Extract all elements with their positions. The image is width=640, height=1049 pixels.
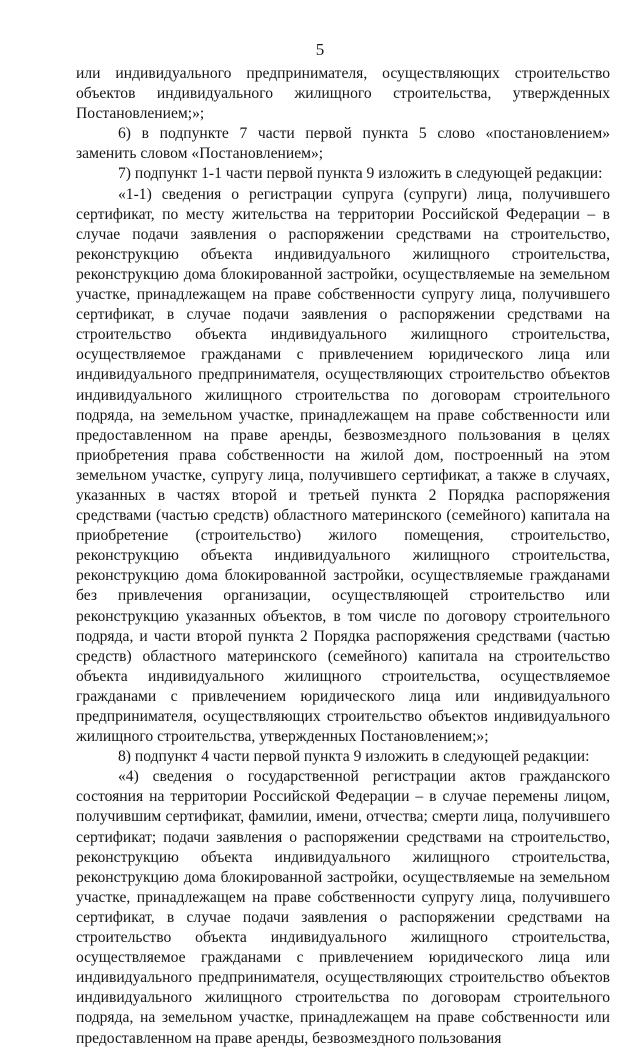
document-body: [76, 64, 610, 1049]
paragraph-item-8: 8) подпункт 4 части первой пункта 9 изложить в следующей редакции:: [118, 748, 590, 766]
paragraph-subitem-1-1-text: «1-1) сведения о регистрации супруга (супруги) лица, получившего сертификат, по месту жительства на территории Российской Федерации – в случае подачи заявления о распоряжении средствами на строительство, реконструкцию объекта индивидуального жилищного строительства, реконструкцию дома блокированной застройки, осуществляемые на земельном участке, принадлежащем на праве собственности супругу лица, получившего сертификат, в случае подачи заявления о распоряжении средствами на строительство объекта индивидуального жилищного строительства, осуществляемое гражданами с привлечением юридического лица или индивидуального предпринимателя, осуществляющих строительство объектов индивидуального жилищного строительства по договорам строительного подряда, на земельном участке, принадлежащем на праве собственности или предоставленном на праве аренды, безвозмездного пользования в целях приобретения права собственности на жилой дом, построенный на этом земельном участке, супругу лица, получившего сертификат, а также в случаях, указанных в частях второй и третьей пункта 2 Порядка распоряжения средствами (частью средств) областного материнского (семейного) капитала на приобретение (строительство) жилого помещения, строительство, реконструкцию объекта индивидуального жилищного строительства, реконструкцию дома блокированной застройки, осуществляемые гражданами без привлечения организации, осуществляющей строительство или реконструкцию указанных объектов, в том числе по договору строительного подряда, и части второй пункта 2 Порядка распоряжения средствами (частью средств) областного материнского (семейного) капитала на строительство объекта индивидуального жилищного строительства, осуществляемое гражданами с привлечением юридического лица или индивидуального предпринимателя, осуществляющих строительство объектов индивидуального жилищного строительства, утвержденных Постановлением;»;: [76, 185, 610, 746]
page-number: 5: [315, 40, 325, 59]
paragraph-subitem-4-text: «4) сведения о государственной регистрации актов гражданского состояния на территории Российской Федерации – в случае перемены лицом, получившим сертификат, фамилии, имени, отчества; смерти лица, получившего сертификат; подачи заявления о распоряжении средствами на строительство, реконструкцию объекта индивидуального жилищного строительства, реконструкцию дома блокированной застройки, осуществляемые на земельном участке, принадлежащем на праве собственности супругу лица, получившего сертификат, в случае подачи заявления о распоряжении средствами на строительство объекта индивидуального жилищного строительства, осуществляемое гражданами с привлечением юридического лица или индивидуального предпринимателя, осуществляющих строительство объектов индивидуального жилищного строительства по договорам строительного подряда, на земельном участке, принадлежащем на праве собственности или предоставленном на праве аренды, безвозмездного пользования: [76, 768, 610, 1047]
paragraph-item-6: 6) в подпункте 7 части первой пункта 5 слово «постановлением» заменить словом «Постановлением»;: [76, 125, 610, 163]
paragraph-item-7: 7) подпункт 1-1 части первой пункта 9 изложить в следующей редакции:: [118, 165, 603, 183]
paragraph-continuation: или индивидуального предпринимателя, осуществляющих строительство объектов индивидуального жилищного строительства, утвержденных Постановлением;»;: [76, 65, 610, 123]
